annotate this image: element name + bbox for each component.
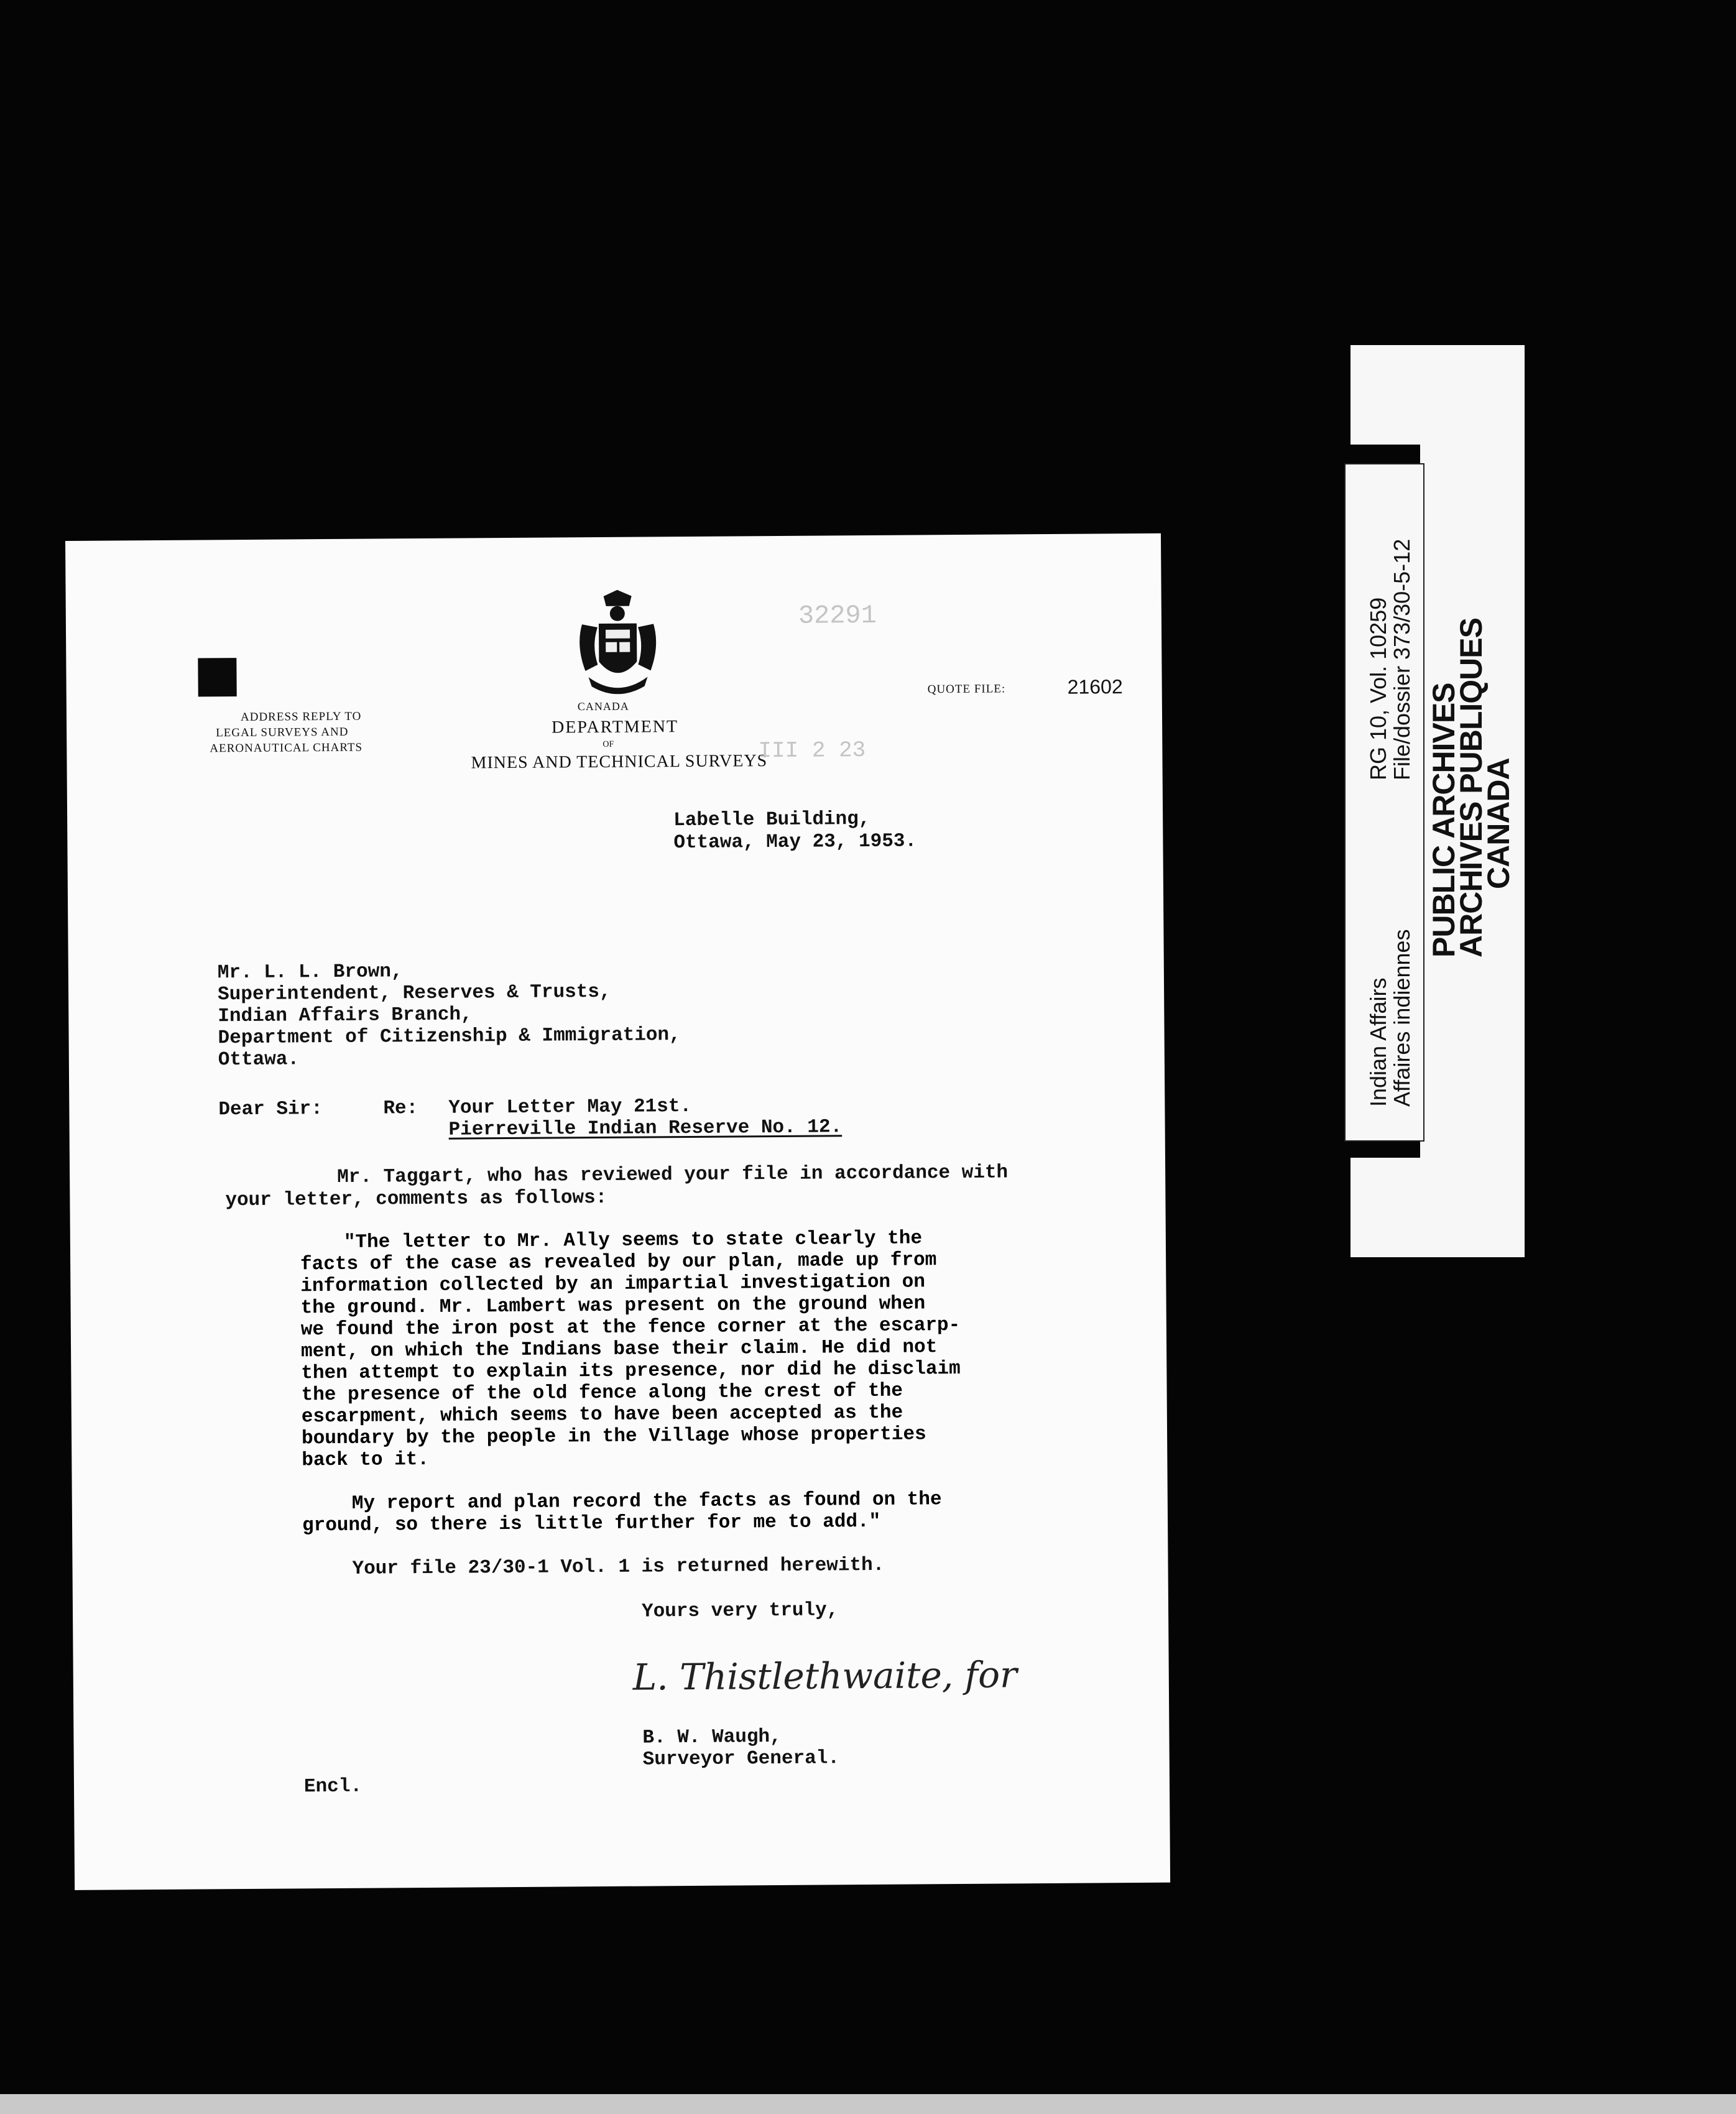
enclosure-note: Encl. (303, 1775, 362, 1798)
canada-label: CANADA (577, 699, 629, 713)
of-label: OF (603, 739, 614, 749)
quote-line-10: boundary by the people in the Village whose properties (301, 1423, 926, 1450)
address-reply-line-3: AERONAUTICAL CHARTS (210, 741, 363, 755)
recipient-line-5: Ottawa. (218, 1048, 300, 1071)
received-stamp: III 2 23 (758, 737, 866, 764)
quote-file-label: QUOTE FILE: (927, 682, 1006, 696)
closing: Yours very truly, (641, 1599, 839, 1623)
slip-agency-en: Indian Affairs (1365, 977, 1391, 1107)
quote-line-7: then attempt to explain its presence, nor did he disclaim (301, 1357, 961, 1385)
recipient-line-4: Department of Citizenship & Immigration, (218, 1024, 681, 1050)
intro-line-2: your letter, comments as follows: (225, 1186, 607, 1212)
signatory-title: Surveyor General. (642, 1747, 840, 1771)
quote-line-4: the ground. Mr. Lambert was present on the ground when (300, 1293, 926, 1319)
signatory-name: B. W. Waugh, (642, 1726, 782, 1749)
page-corner-mark (198, 658, 236, 696)
handwritten-signature: L. Thistlethwaite, for (632, 1653, 1017, 1699)
intro-line-1: Mr. Taggart, who has reviewed your file in accordance with (337, 1161, 1009, 1188)
quote2-line-2: ground, so there is little further for me to add." (302, 1510, 881, 1537)
re-line-1: Your Letter May 21st. (448, 1095, 692, 1119)
recipient-line-1: Mr. L. L. Brown, (217, 961, 403, 984)
quote-line-11: back to it. (302, 1448, 430, 1472)
quote-line-9: escarpment, which seems to have been accepted as the (301, 1401, 903, 1428)
quote-line-8: the presence of the old fence along the crest of the (301, 1380, 903, 1406)
ministry-label: MINES AND TECHNICAL SURVEYS (471, 751, 768, 773)
recipient-line-2: Superintendent, Reserves & Trusts, (217, 981, 611, 1006)
quote-line-6: ment, on which the Indians base their claim. He did not (300, 1336, 938, 1363)
quote-line-1: "The letter to Mr. Ally seems to state clearly the (343, 1227, 923, 1253)
slip-rg-volume: RG 10, Vol. 10259 (1365, 597, 1391, 780)
slip-archives-en: PUBLIC ARCHIVES (1426, 683, 1461, 958)
slip-country: CANADA (1481, 758, 1516, 889)
slip-agency-fr: Affaires indiennes (1389, 929, 1415, 1107)
department-label: DEPARTMENT (552, 717, 679, 737)
file-number-stamp: 32291 (798, 600, 877, 631)
address-reply-line-2: LEGAL SURVEYS AND (216, 725, 349, 740)
letter-page (65, 533, 1170, 1890)
quote-file-number: 21602 (1067, 675, 1123, 698)
re-label: Re: (383, 1097, 418, 1120)
recipient-line-3: Indian Affairs Branch, (218, 1004, 473, 1028)
quote-line-2: facts of the case as revealed by our plan, made up from (300, 1249, 937, 1276)
quote-line-3: information collected by an impartial investigation on (300, 1271, 926, 1298)
slip-file-number: File/dossier 373/30-5-12 (1389, 538, 1415, 780)
sender-city-date: Ottawa, May 23, 1953. (673, 830, 917, 854)
re-line-2: Pierreville Indian Reserve No. 12. (448, 1116, 843, 1141)
quote-line-5: we found the iron post at the fence corner at the escarp- (300, 1314, 961, 1341)
slip-archives-fr: ARCHIVES PUBLIQUES (1454, 618, 1489, 958)
return-note: Your file 23/30-1 Vol. 1 is returned herewith. (352, 1554, 885, 1580)
address-reply-line-1: ADDRESS REPLY TO (240, 709, 362, 724)
scan-edge-strip (0, 2094, 1736, 2114)
canada-coat-of-arms-icon (570, 589, 667, 699)
salutation: Dear Sir: (218, 1098, 323, 1121)
quote2-line-1: My report and plan record the facts as found on the (351, 1489, 942, 1515)
sender-building: Labelle Building, (673, 808, 870, 832)
